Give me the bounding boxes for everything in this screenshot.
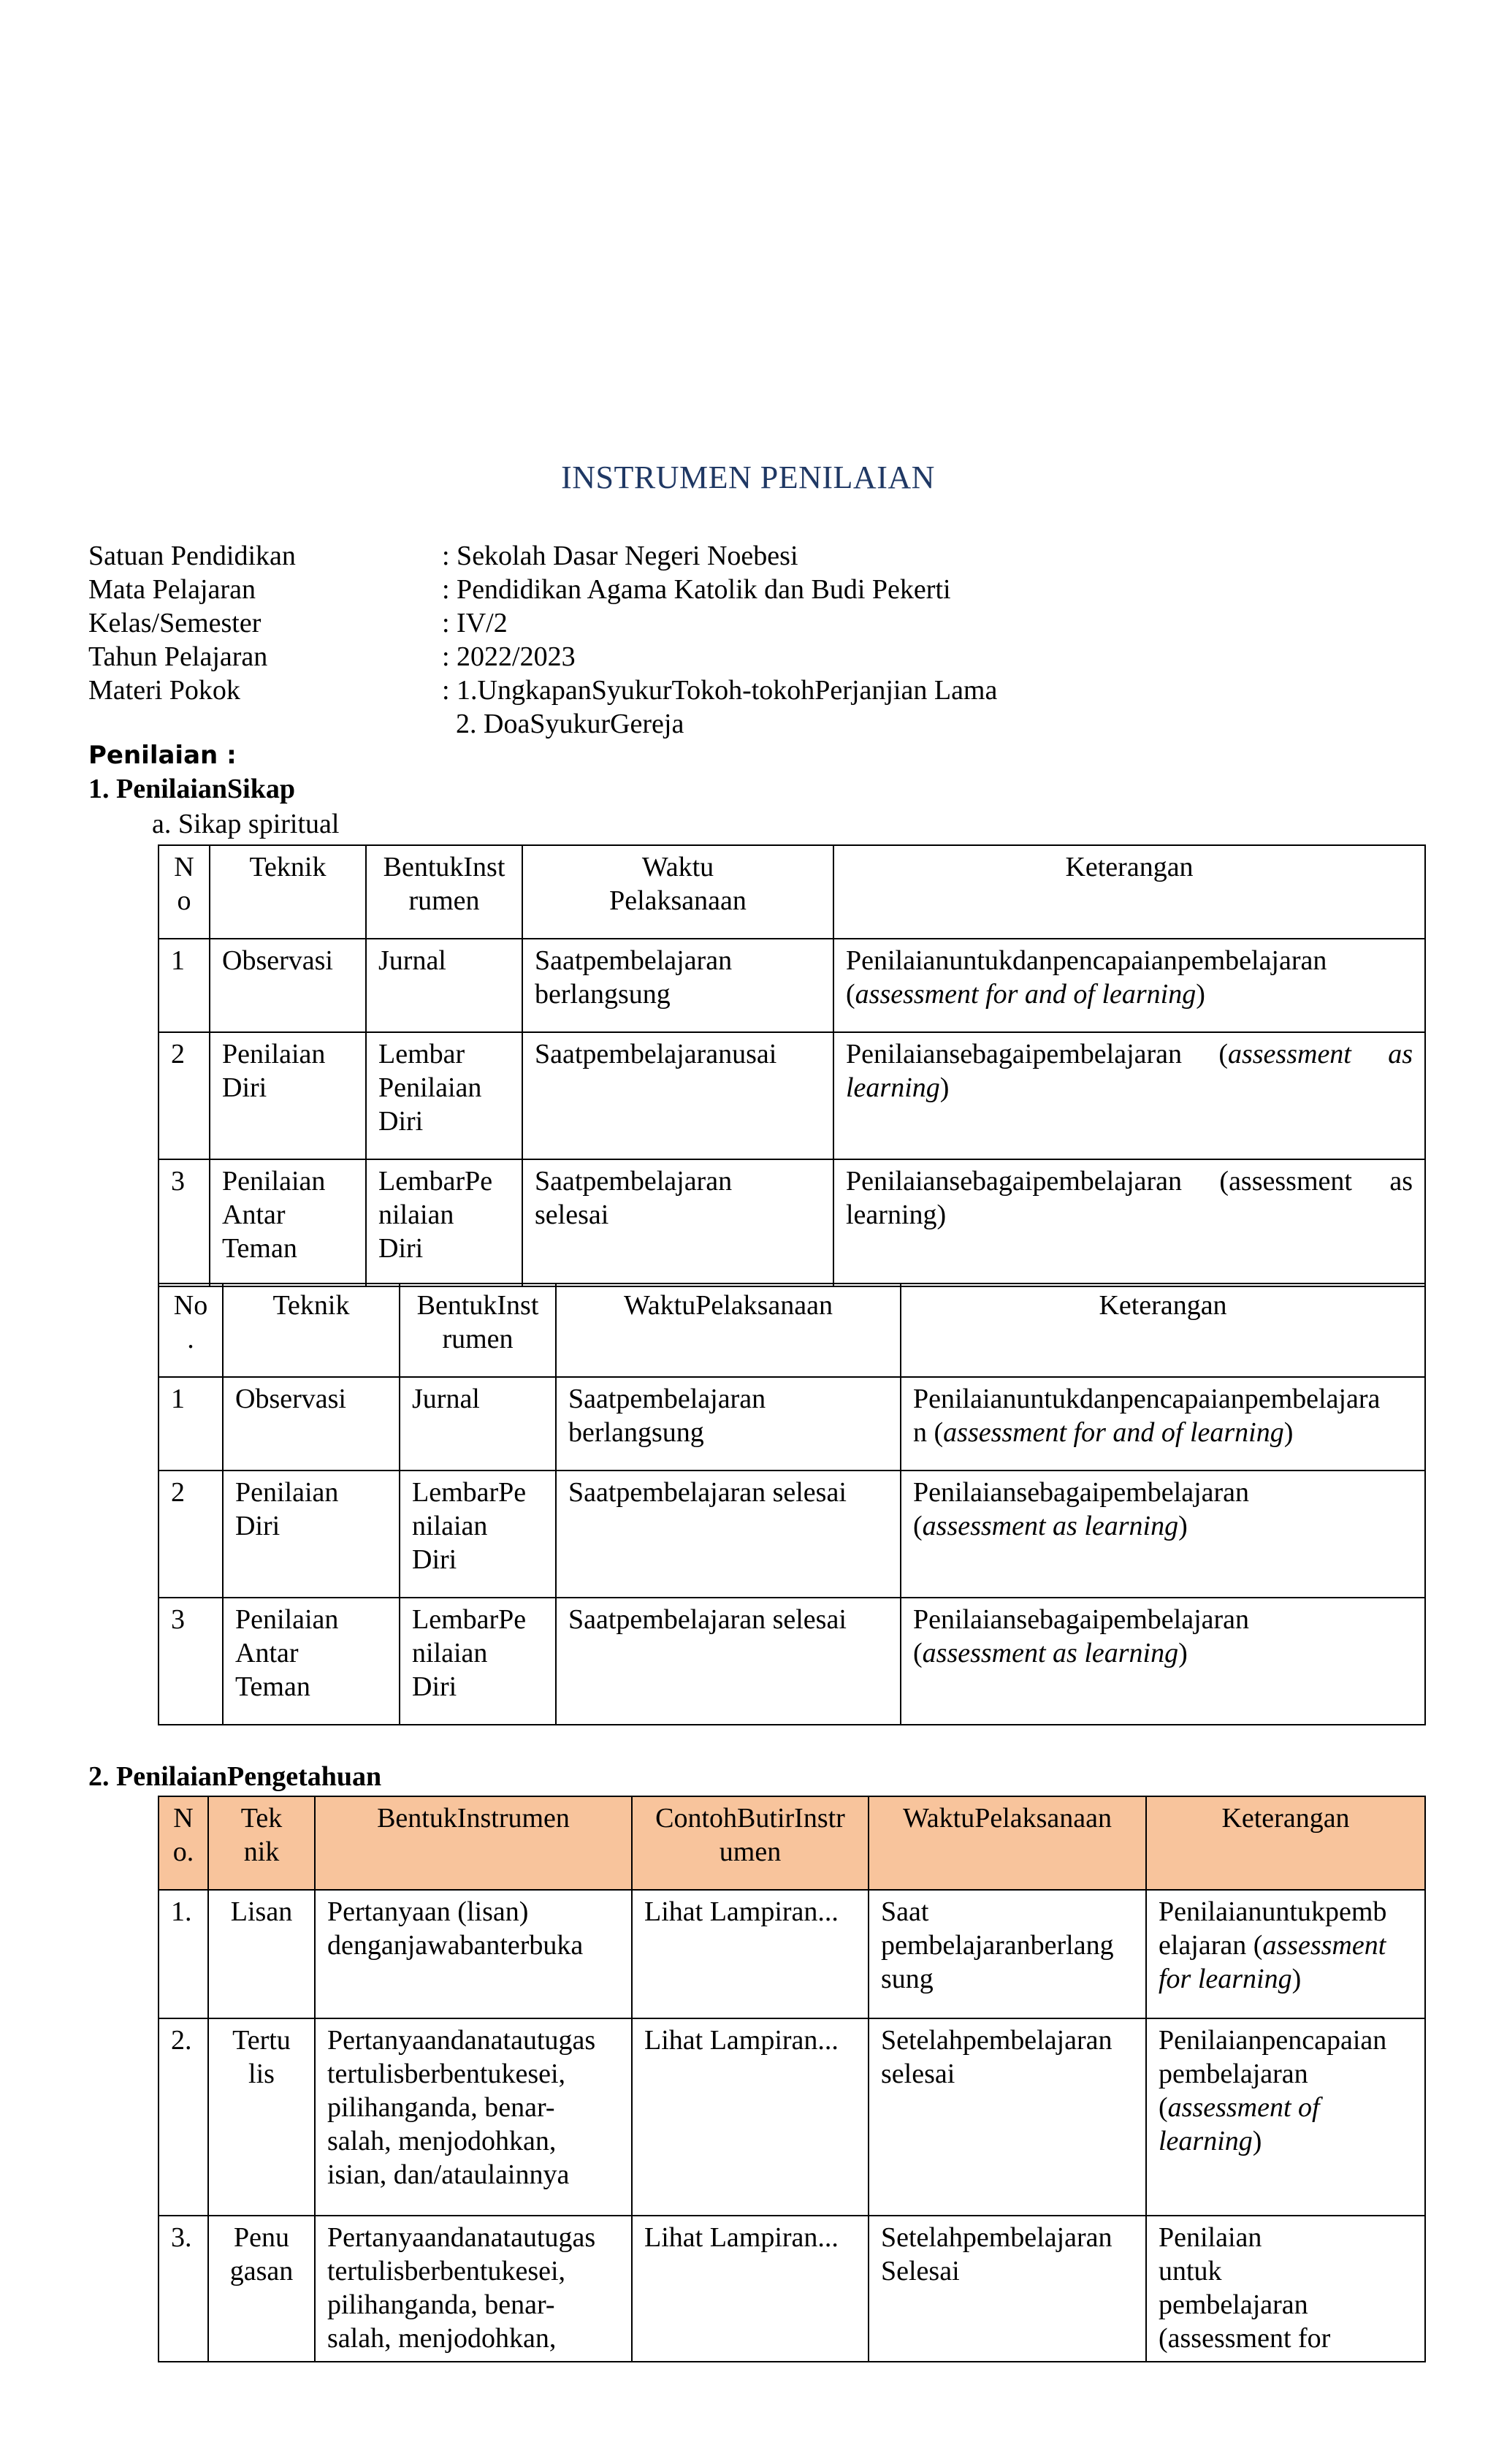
sikap-table-2	[158, 1283, 1426, 1725]
sikap-table-1	[158, 844, 1426, 1287]
keterangan-italic: assessment as learning	[922, 1511, 1179, 1541]
cell-waktu: Saatpembelajaran berlangsung	[522, 939, 833, 1032]
column-header: No .	[159, 1284, 223, 1377]
cell-waktu: Setelahpembelajaran Selesai	[869, 2216, 1146, 2362]
cell-waktu: Saatpembelajaran selesai	[522, 1159, 833, 1286]
cell-keterangan: Penilaian untuk pembelajaran (assessment for	[1146, 2216, 1425, 2362]
table-row	[159, 1032, 1425, 1159]
meta-row	[88, 606, 997, 640]
cell-waktu: Saatpembelajaranusai	[522, 1032, 833, 1159]
cell-teknik: Penu gasan	[208, 2216, 315, 2362]
cell-no: 1	[159, 939, 210, 1032]
column-header: Teknik	[210, 845, 366, 939]
cell-no: 2.	[159, 2018, 208, 2216]
cell-keterangan: Penilaiansebagaipembelajaran (assessment as learning)	[833, 1032, 1425, 1159]
cell-teknik: Penilaian Diri	[223, 1471, 400, 1598]
cell-teknik: Penilaian Diri	[210, 1032, 366, 1159]
cell-keterangan: Penilaianuntukpemb elajaran (assessment for learning)	[1146, 1890, 1425, 2018]
column-header: BentukInstrumen	[315, 1796, 632, 1890]
column-header: WaktuPelaksanaan	[556, 1284, 901, 1377]
keterangan-italic: assessment for and of learning	[943, 1417, 1284, 1448]
cell-bentuk: Jurnal	[400, 1377, 556, 1471]
cell-teknik: Penilaian Antar Teman	[223, 1598, 400, 1725]
meta-label: Kelas/Semester	[88, 608, 262, 638]
column-header: Keterangan	[833, 845, 1425, 939]
table-row	[159, 939, 1425, 1032]
identity-block	[88, 539, 997, 741]
table-row	[159, 1890, 1425, 2018]
column-header: N o	[159, 845, 210, 939]
table-row	[159, 2018, 1425, 2216]
penilaian-label: Penilaian :	[88, 741, 237, 770]
column-header: ContohButirInstr umen	[632, 1796, 869, 1890]
cell-teknik: Lisan	[208, 1890, 315, 2018]
table-header-row	[159, 1284, 1425, 1377]
keterangan-italic: assessment of learning	[1159, 2092, 1320, 2156]
meta-value: : 2022/2023	[442, 641, 576, 672]
cell-waktu: Saatpembelajaran selesai	[556, 1598, 901, 1725]
table-row	[159, 1159, 1425, 1286]
cell-bentuk: Pertanyaandanatautugas tertulisberbentukesei, pilihanganda, benar- salah, menjodohkan,	[315, 2216, 632, 2362]
column-header: BentukInst rumen	[400, 1284, 556, 1377]
meta-label: Satuan Pendidikan	[88, 541, 296, 571]
table-row	[159, 1471, 1425, 1598]
table-row	[159, 1377, 1425, 1471]
cell-contoh: Lihat Lampiran...	[632, 1890, 869, 2018]
cell-bentuk: Lembar Penilaian Diri	[366, 1032, 522, 1159]
section-heading-sikap: 1. PenilaianSikap	[88, 774, 295, 804]
cell-keterangan: Penilaiansebagaipembelajaran (assessment as learning)	[901, 1471, 1425, 1598]
meta-label: Materi Pokok	[88, 675, 240, 706]
cell-no: 2	[159, 1471, 223, 1598]
cell-teknik: Observasi	[223, 1377, 400, 1471]
cell-keterangan: Penilaiansebagaipembelajaran (assessment as learning)	[901, 1598, 1425, 1725]
cell-teknik: Tertu lis	[208, 2018, 315, 2216]
cell-bentuk: Pertanyaandanatautugas tertulisberbentukesei, pilihanganda, benar- salah, menjodohkan, isian, dan/ataulainnya	[315, 2018, 632, 2216]
table-row	[159, 1598, 1425, 1725]
cell-keterangan: Penilaianpencapaian pembelajaran (assessment of learning)	[1146, 2018, 1425, 2216]
cell-bentuk: LembarPe nilaian Diri	[400, 1471, 556, 1598]
cell-no: 1.	[159, 1890, 208, 2018]
column-header: Tek nik	[208, 1796, 315, 1890]
column-header: Waktu Pelaksanaan	[522, 845, 833, 939]
cell-contoh: Lihat Lampiran...	[632, 2216, 869, 2362]
meta-row	[88, 674, 997, 707]
column-header: Teknik	[223, 1284, 400, 1377]
column-header: Keterangan	[1146, 1796, 1425, 1890]
cell-no: 3	[159, 1598, 223, 1725]
cell-no: 2	[159, 1032, 210, 1159]
meta-value: : Pendidikan Agama Katolik dan Budi Pekerti	[442, 574, 951, 605]
cell-keterangan: Penilaianuntukdanpencapaianpembelajara n (assessment for and of learning)	[901, 1377, 1425, 1471]
cell-keterangan: Penilaiansebagaipembelajaran (assessment as learning)	[833, 1159, 1425, 1286]
cell-teknik: Penilaian Antar Teman	[210, 1159, 366, 1286]
cell-waktu: Saat pembelajaranberlang sung	[869, 1890, 1146, 2018]
cell-contoh: Lihat Lampiran...	[632, 2018, 869, 2216]
cell-keterangan: Penilaianuntukdanpencapaianpembelajaran (assessment for and of learning)	[833, 939, 1425, 1032]
table-header-row	[159, 845, 1425, 939]
keterangan-italic: assessment for learning	[1159, 1930, 1386, 1994]
keterangan-italic: assessment as learning	[846, 1039, 1413, 1103]
pengetahuan-table	[158, 1796, 1426, 2362]
cell-bentuk: LembarPe nilaian Diri	[366, 1159, 522, 1286]
cell-no: 1	[159, 1377, 223, 1471]
cell-bentuk: Jurnal	[366, 939, 522, 1032]
subsection-sikap-spiritual: a. Sikap spiritual	[152, 809, 340, 839]
column-header: N o.	[159, 1796, 208, 1890]
meta-label: Tahun Pelajaran	[88, 641, 268, 672]
meta-row	[88, 640, 997, 674]
section-heading-pengetahuan: 2. PenilaianPengetahuan	[88, 1761, 382, 1792]
keterangan-italic: assessment for and of learning	[855, 979, 1197, 1010]
cell-waktu: Saatpembelajaran berlangsung	[556, 1377, 901, 1471]
column-header: BentukInst rumen	[366, 845, 522, 939]
meta-row	[88, 573, 997, 606]
meta-label: Mata Pelajaran	[88, 574, 256, 605]
meta-value: : 1.UngkapanSyukurTokoh-tokohPerjanjian Lama	[442, 675, 998, 706]
meta-value: : IV/2	[442, 608, 508, 638]
cell-bentuk: LembarPe nilaian Diri	[400, 1598, 556, 1725]
meta-row	[88, 707, 997, 741]
meta-row	[88, 539, 997, 573]
column-header: Keterangan	[901, 1284, 1425, 1377]
table-row	[159, 2216, 1425, 2362]
cell-no: 3	[159, 1159, 210, 1286]
cell-waktu: Saatpembelajaran selesai	[556, 1471, 901, 1598]
meta-label	[88, 707, 442, 741]
cell-bentuk: Pertanyaan (lisan) denganjawabanterbuka	[315, 1890, 632, 2018]
table-header-row	[159, 1796, 1425, 1890]
meta-value: : Sekolah Dasar Negeri Noebesi	[442, 541, 798, 571]
cell-no: 3.	[159, 2216, 208, 2362]
meta-value: 2. DoaSyukurGereja	[442, 709, 684, 739]
column-header: WaktuPelaksanaan	[869, 1796, 1146, 1890]
cell-waktu: Setelahpembelajaran selesai	[869, 2018, 1146, 2216]
keterangan-italic: assessment as learning	[922, 1638, 1179, 1668]
cell-teknik: Observasi	[210, 939, 366, 1032]
page-title: INSTRUMEN PENILAIAN	[561, 459, 935, 495]
